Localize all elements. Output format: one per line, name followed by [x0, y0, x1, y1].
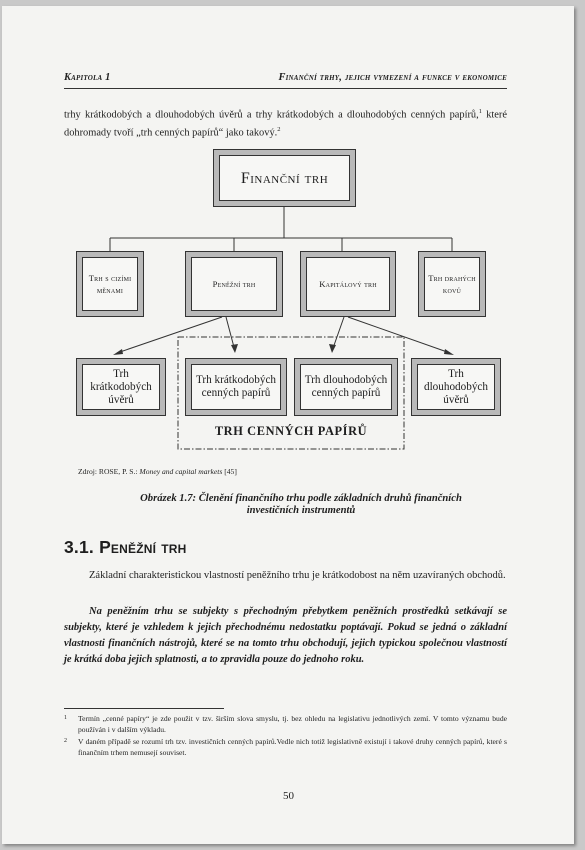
footnote-divider: [64, 708, 224, 709]
intro-text-a: trhy krátkodobých a dlouhodobých úvěrů a trhy krátkodobých a dlouhodobých cenných papírů,: [64, 109, 479, 121]
box-trh-kratkodobych-cp: [185, 358, 287, 416]
box-financni-trh-label: Finanční trh: [219, 155, 350, 201]
footnote-1-text: Termín „cenné papíry“ je zde použit v tzv. širším slova smyslu, tj. bez ohledu na legislativu jednotlivých zemí. V tomto významu bude používán i v dalším výkladu.: [78, 714, 507, 734]
footnote-2-text: V daném případě se rozumí trh tzv. investičních cenných papírů.Vedle nich totiž legislativně existují i takové druhy cenných papírů, které s finančním trhem nemusejí souviset.: [78, 737, 507, 757]
box-trh-dlouhodobych-uveru: [411, 358, 501, 416]
source-prefix: Zdroj: ROSE, P. S.:: [78, 467, 140, 476]
book-page: [2, 6, 574, 844]
source-work: Money and capital markets: [139, 467, 223, 476]
box-penezni-trh: [185, 251, 283, 317]
caption-line-1: Obrázek 1.7: Členění finančního trhu podle základních druhů finančních: [140, 493, 462, 504]
section-number: 3.1.: [64, 537, 94, 557]
paragraph-1: Základní charakteristickou vlastností peněžního trhu je krátkodobost na něm uzavíraných obchodů.: [89, 570, 506, 581]
figure-source: [78, 467, 237, 476]
header-chapter: Kapitola 1: [64, 72, 111, 83]
box-trh-dlouhodobych-uveru-label: Trh dlouhodobých úvěrů: [417, 364, 495, 410]
box-trh-dlouhodobych-cp-label: Trh dlouhodobých cenných papírů: [300, 364, 392, 410]
arrowhead-1: [113, 349, 123, 355]
section-heading: [64, 537, 186, 558]
footnote-2-number: 2: [64, 738, 67, 744]
page-number: 50: [283, 790, 294, 802]
arrow-4: [348, 317, 450, 353]
box-kapitalovy-trh: [300, 251, 396, 317]
footnote-1: [64, 713, 507, 735]
arrowhead-2: [231, 344, 238, 353]
footnote-1-number: 1: [64, 715, 67, 721]
box-trh-drahych-kovu-label: Trh drahých kovů: [424, 257, 480, 311]
arrowhead-4: [444, 349, 454, 355]
header-title: Finanční trhy, jejich vymezení a funkce v ekonomice: [278, 72, 507, 83]
footnote-ref-2: 2: [277, 126, 281, 134]
box-trh-drahych-kovu: [418, 251, 486, 317]
box-trh-kratkodobych-uveru-label: Trh krátkodobých úvěrů: [82, 364, 160, 410]
section-title: Peněžní trh: [99, 537, 187, 557]
box-kapitalovy-trh-label: Kapitálový trh: [306, 257, 390, 311]
box-trh-kratkodobych-uveru: [76, 358, 166, 416]
securities-market-label: TRH CENNÝCH PAPÍRŮ: [214, 424, 368, 438]
box-financni-trh: [213, 149, 356, 207]
arrow-1: [117, 317, 222, 353]
paragraph-2-emphasis: Na peněžním trhu se subjekty s přechodným přebytkem peněžních prostředků setkávají se subjekty, které je vzhledem k jejich přechodnému nedostatku poptávají. Pokud se jedná o základní vlastnosti finančních nástrojů, které se na tomto trhu obchodují, jejich typickou společnou vlastností je krátká doba jejich splatnosti, a to zpravidla pouze do jednoho roku.: [64, 606, 507, 665]
box-trh-dlouhodobych-cp: [294, 358, 398, 416]
caption-line-2: investičních instrumentů: [246, 505, 356, 516]
source-suffix: [45]: [222, 467, 237, 476]
arrowhead-3: [329, 344, 336, 353]
footnote-ref-1: 1: [478, 108, 482, 115]
figure-caption: [86, 493, 516, 517]
intro-text-b: které dohromady tvoří „trh cenných papírů“ jako takový.: [64, 109, 507, 139]
footnote-2: [64, 736, 507, 758]
box-trh-cizi-meny-label: Trh s cizími měnami: [82, 257, 138, 311]
box-trh-cizi-meny: [76, 251, 144, 317]
box-penezni-trh-label: Peněžní trh: [191, 257, 277, 311]
box-trh-kratkodobych-cp-label: Trh krátkodobých cenných papírů: [191, 364, 281, 410]
